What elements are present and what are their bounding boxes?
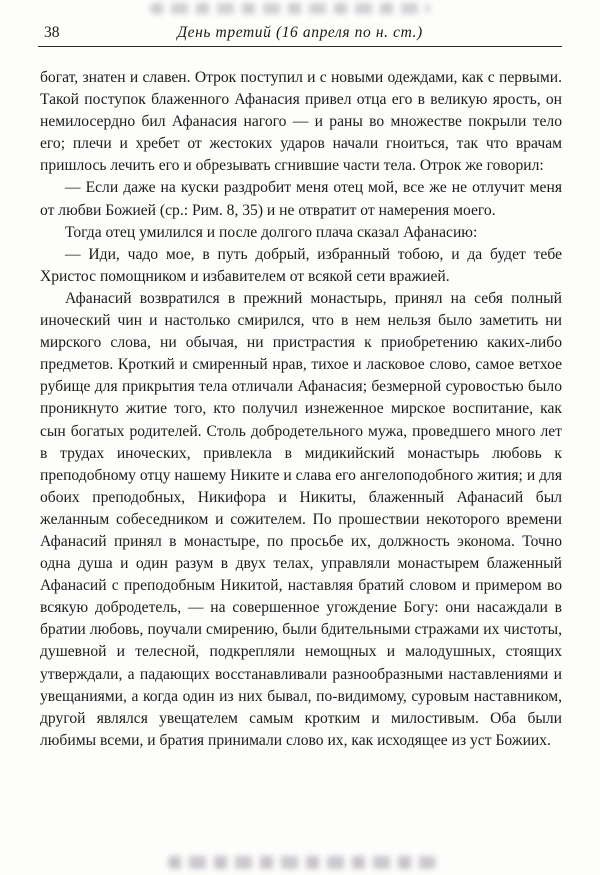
paragraph: — Иди, чадо мое, в путь добрый, избранный тобою, и да будет тебе Христос помощником и избавителем от всякой сети вражией. xyxy=(40,245,562,285)
scan-bleed-top xyxy=(150,3,430,14)
page-number: 38 xyxy=(44,24,60,41)
paragraph: богат, знатен и славен. Отрок поступил и с новыми одеждами, как с первыми. Такой поступок блаженного Афанасия привел отца его в великую ярость, он немилосердно бил Афанасия нагого — и раны во множестве покрыли тело его; плечи и хребет от жестоких ударов начали гноиться, так что врачам пришлось лечить его и обрезывать сгнившие части тела. Отрок же говорил: xyxy=(40,69,562,175)
scan-bleed-bottom xyxy=(168,856,436,869)
body-text xyxy=(40,67,562,752)
paragraph: — Если даже на куски раздробит меня отец мой, все же не отлучит меня от любви Божией (ср.: Рим. 8, 35) и не отвратит от намерения моего. xyxy=(40,179,562,219)
page-header xyxy=(38,22,562,47)
running-title: День третий (16 апреля по н. ст.) xyxy=(177,24,423,41)
paragraph: Тогда отец умилился и после долгого плача сказал Афанасию: xyxy=(65,223,478,241)
paragraph: Афанасий возвратился в прежний монастырь, принял на себя полный иноческий чин и настолько смирился, что в нем нельзя было заметить ни мирского слова, ни обычая, ни пристрастия к приобретению каких-либо предметов. Кроткий и смиренный нрав, тихое и ласковое слово, самое ветхое рубище для прикрытия тела отличали Афанасия; безмерной суровостью было проникнуто житие того, кто получил изнеженное мирское воспитание, как сын богатых родителей. Столь добродетельного мужа, проведшего много лет в трудах иноческих, привлекла в мидикийский монастырь любовь к преподобному отцу нашему Никите и слава его ангелоподобного жития; и для обоих преподобных, Никифора и Никиты, блаженный Афанасий был желанным собеседником и сожителем. По прошествии некоторого времени Афанасий принял в монастыре, по просьбе их, должность эконома. Точно одна душа и один разум в двух телах, управляли монастырем блаженный Афанасий с преподобным Никитой, наставляя братий словом и примером во всякую добродетель, — на совершенное угождение Богу: они насаждали в братии любовь, поучали смирению, были бдительными стражами их чистоты, душевной и телесной, подкрепляли немощных и малодушных, стоящих утверждали, а падающих восстанавливали разнообразными наставлениями и увещаниями, а когда один из них бывал, по-видимому, суровым наставником, другой являлся увещателем самым кротким и милостивым. Оба были любимы всеми, и братия принимали слово их, как исходящее из уст Божиих. xyxy=(40,289,562,749)
